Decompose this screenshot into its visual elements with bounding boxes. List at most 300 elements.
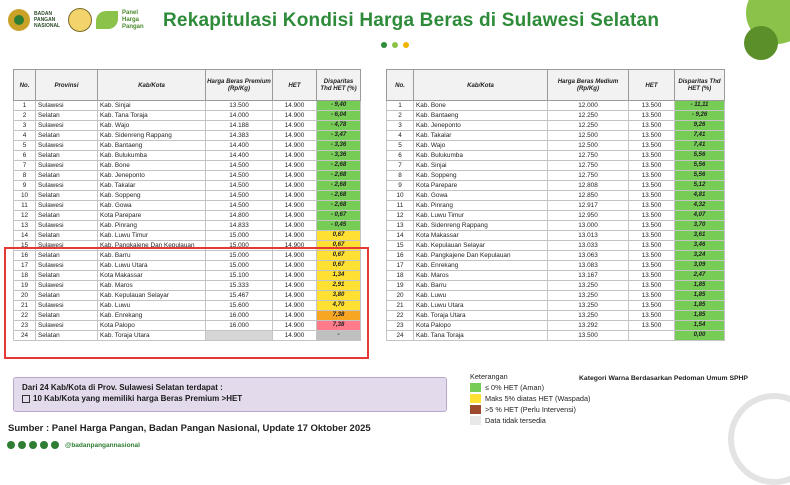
cell-het: 14.900 <box>273 301 317 311</box>
col-header-disparitas: Disparitas Thd HET (%) <box>675 70 725 101</box>
cell-disparitas: - 2,68 <box>317 201 361 211</box>
cell-het: 13.500 <box>629 281 675 291</box>
cell-no: 8 <box>14 171 36 181</box>
cell-het: 13.500 <box>629 251 675 261</box>
cell-kab-kota: Kota Palopo <box>98 321 206 331</box>
col-header-kab-kota: Kab/Kota <box>414 70 548 101</box>
cell-harga: 14.400 <box>206 141 273 151</box>
summary-line-1: Dari 24 Kab/Kota di Prov. Sulawesi Selatan terdapat : <box>22 383 223 392</box>
cell-provinsi: Selatan <box>36 291 98 301</box>
cell-disparitas: - 3,47 <box>317 131 361 141</box>
cell-no: 3 <box>14 121 36 131</box>
cell-disparitas: 3,09 <box>675 261 725 271</box>
cell-disparitas: 7,41 <box>675 141 725 151</box>
cell-no: 21 <box>14 301 36 311</box>
cell-disparitas: 1,34 <box>317 271 361 281</box>
cell-harga: 15.333 <box>206 281 273 291</box>
cell-kab-kota: Kab. Jeneponto <box>414 121 548 131</box>
cell-harga: 13.250 <box>548 301 629 311</box>
cell-harga: 12.750 <box>548 171 629 181</box>
cell-het: 14.900 <box>273 261 317 271</box>
cell-provinsi: Selatan <box>36 131 98 141</box>
cell-harga: 13.033 <box>548 241 629 251</box>
cell-het: 14.900 <box>273 281 317 291</box>
cell-disparitas: - 2,68 <box>317 171 361 181</box>
col-header-provinsi: Provinsi <box>36 70 98 101</box>
cell-disparitas: 9,26 <box>675 121 725 131</box>
cell-no: 10 <box>387 191 414 201</box>
cell-provinsi: Selatan <box>36 171 98 181</box>
cell-disparitas: - 9,40 <box>317 101 361 111</box>
cell-no: 3 <box>387 121 414 131</box>
cell-harga: 14.000 <box>206 111 273 121</box>
twitter-icon[interactable] <box>29 441 37 449</box>
cell-no: 22 <box>14 311 36 321</box>
cell-disparitas: 0,67 <box>317 261 361 271</box>
table-row <box>14 221 361 231</box>
cell-kab-kota: Kab. Luwu <box>414 291 548 301</box>
dot-icon <box>403 42 409 48</box>
cell-harga: 13.013 <box>548 231 629 241</box>
cell-harga: 12.000 <box>548 101 629 111</box>
table-header-row <box>387 70 725 101</box>
cell-harga: 14.500 <box>206 181 273 191</box>
table-row <box>14 231 361 241</box>
cell-no: 7 <box>387 161 414 171</box>
cell-harga: 14.383 <box>206 131 273 141</box>
cell-no: 17 <box>387 261 414 271</box>
cell-harga: 15.600 <box>206 301 273 311</box>
col-header-het: HET <box>629 70 675 101</box>
tiktok-icon[interactable] <box>51 441 59 449</box>
cell-het: 13.500 <box>629 111 675 121</box>
legend-item <box>470 404 590 415</box>
cell-het: 13.500 <box>629 181 675 191</box>
cell-het: 13.500 <box>629 301 675 311</box>
cell-no: 18 <box>387 271 414 281</box>
cell-harga: 13.500 <box>548 331 629 341</box>
checkbox-icon <box>22 395 30 403</box>
cell-harga: 13.000 <box>548 221 629 231</box>
cell-disparitas: 5,56 <box>675 161 725 171</box>
cell-disparitas: 1,85 <box>675 301 725 311</box>
cell-provinsi: Selatan <box>36 191 98 201</box>
cell-kab-kota: Kab. Takalar <box>414 131 548 141</box>
cell-harga: 13.500 <box>206 101 273 111</box>
cell-no: 20 <box>387 291 414 301</box>
cell-harga: 15.000 <box>206 231 273 241</box>
table-row <box>387 181 725 191</box>
cell-kab-kota: Kab. Wajo <box>414 141 548 151</box>
table-row <box>387 291 725 301</box>
cell-kab-kota: Kab. Pinrang <box>414 201 548 211</box>
corner-decoration <box>728 393 790 485</box>
cell-het: 13.500 <box>629 291 675 301</box>
cell-provinsi: Sulawesi <box>36 181 98 191</box>
table-row <box>14 171 361 181</box>
cell-kab-kota: Kab. Luwu Timur <box>414 211 548 221</box>
cell-harga: 12.500 <box>548 131 629 141</box>
cell-harga: 14.500 <box>206 171 273 181</box>
cell-kab-kota: Kota Parepare <box>98 211 206 221</box>
cell-kab-kota: Kab. Soppeng <box>98 191 206 201</box>
cell-het: 14.900 <box>273 171 317 181</box>
cell-disparitas: 0,67 <box>317 231 361 241</box>
col-header-no: No. <box>14 70 36 101</box>
cell-kab-kota: Kab. Jeneponto <box>98 171 206 181</box>
cell-kab-kota: Kab. Wajo <box>98 121 206 131</box>
cell-provinsi: Selatan <box>36 211 98 221</box>
cell-disparitas: 7,41 <box>675 131 725 141</box>
cell-kab-kota: Kab. Gowa <box>98 201 206 211</box>
cell-kab-kota: Kab. Bantaeng <box>98 141 206 151</box>
cell-kab-kota: Kab. Tana Toraja <box>98 111 206 121</box>
cell-no: 15 <box>387 241 414 251</box>
table-row <box>387 331 725 341</box>
cell-kab-kota: Kab. Pangkajene Dan Kepulauan <box>98 241 206 251</box>
legend-swatch <box>470 394 481 403</box>
cell-disparitas: 7,38 <box>317 311 361 321</box>
table-row <box>387 231 725 241</box>
cell-het: 13.500 <box>629 131 675 141</box>
cell-no: 23 <box>387 321 414 331</box>
social-handle[interactable]: @badanpangannasional <box>65 441 140 449</box>
cell-harga: 15.000 <box>206 261 273 271</box>
cell-het: 13.500 <box>629 101 675 111</box>
cell-kab-kota: Kab. Bulukumba <box>98 151 206 161</box>
cell-harga: 14.500 <box>206 191 273 201</box>
cell-harga: 16.000 <box>206 311 273 321</box>
cell-no: 13 <box>387 221 414 231</box>
panel-harga-logo-text: Panel Harga Pangan <box>122 9 144 30</box>
cell-no: 9 <box>14 181 36 191</box>
table-row <box>387 171 725 181</box>
cell-provinsi: Sulawesi <box>36 241 98 251</box>
cell-disparitas: 5,56 <box>675 151 725 161</box>
table-row <box>387 251 725 261</box>
cell-harga: 12.750 <box>548 161 629 171</box>
cell-kab-kota: Kab. Maros <box>98 281 206 291</box>
cell-het: 14.900 <box>273 191 317 201</box>
cell-no: 6 <box>14 151 36 161</box>
legend-item <box>470 393 590 404</box>
cell-het: 14.900 <box>273 251 317 261</box>
col-header-no: No. <box>387 70 414 101</box>
cell-no: 11 <box>14 201 36 211</box>
cell-provinsi: Sulawesi <box>36 221 98 231</box>
cell-no: 16 <box>14 251 36 261</box>
cell-kab-kota: Kab. Gowa <box>414 191 548 201</box>
cell-no: 4 <box>387 131 414 141</box>
table-row <box>14 101 361 111</box>
cell-no: 1 <box>14 101 36 111</box>
cell-kab-kota: Kab. Bulukumba <box>414 151 548 161</box>
cell-harga: 13.250 <box>548 311 629 321</box>
cell-het: 13.500 <box>629 161 675 171</box>
cell-het: 14.900 <box>273 181 317 191</box>
cell-het: 14.900 <box>273 221 317 231</box>
cell-harga: 12.917 <box>548 201 629 211</box>
cell-disparitas: - 0,67 <box>317 211 361 221</box>
cell-het: 13.500 <box>629 201 675 211</box>
cell-no: 1 <box>387 101 414 111</box>
cell-harga: 14.500 <box>206 161 273 171</box>
cell-kab-kota: Kab. Sinjai <box>98 101 206 111</box>
cell-no: 4 <box>14 131 36 141</box>
cell-harga: 14.400 <box>206 151 273 161</box>
table-row <box>14 131 361 141</box>
cell-no: 24 <box>387 331 414 341</box>
cell-no: 13 <box>14 221 36 231</box>
cell-het: 14.900 <box>273 211 317 221</box>
summary-note <box>13 377 447 412</box>
cell-no: 19 <box>14 281 36 291</box>
cell-disparitas: - 4,78 <box>317 121 361 131</box>
cell-kab-kota: Kab. Takalar <box>98 181 206 191</box>
cell-disparitas: 3,70 <box>675 221 725 231</box>
cell-disparitas: 4,70 <box>317 301 361 311</box>
col-header-harga: Harga Beras Medium (Rp/Kg) <box>548 70 629 101</box>
cell-het: 14.900 <box>273 201 317 211</box>
cell-no: 8 <box>387 171 414 181</box>
cell-no: 14 <box>14 231 36 241</box>
cell-provinsi: Sulawesi <box>36 201 98 211</box>
cell-harga: 12.250 <box>548 111 629 121</box>
cell-disparitas: - <box>317 331 361 341</box>
cell-kab-kota: Kab. Bone <box>414 101 548 111</box>
table-row <box>387 101 725 111</box>
cell-disparitas: 1,85 <box>675 311 725 321</box>
table-row <box>14 121 361 131</box>
cell-provinsi: Sulawesi <box>36 121 98 131</box>
legend-swatch <box>470 383 481 392</box>
cell-disparitas: 0,67 <box>317 241 361 251</box>
col-header-kab-kota: Kab/Kota <box>98 70 206 101</box>
cell-disparitas: - 3,36 <box>317 141 361 151</box>
cell-provinsi: Sulawesi <box>36 321 98 331</box>
cell-disparitas: 7,38 <box>317 321 361 331</box>
cell-provinsi: Selatan <box>36 271 98 281</box>
facebook-icon[interactable] <box>18 441 26 449</box>
cell-het: 14.900 <box>273 321 317 331</box>
cell-disparitas: 1,85 <box>675 291 725 301</box>
table-row <box>387 261 725 271</box>
cell-disparitas: 2,91 <box>317 281 361 291</box>
cell-no: 5 <box>14 141 36 151</box>
col-header-het: HET <box>273 70 317 101</box>
table-row <box>14 201 361 211</box>
cell-no: 23 <box>14 321 36 331</box>
cell-het: 14.900 <box>273 231 317 241</box>
cell-no: 19 <box>387 281 414 291</box>
cell-no: 5 <box>387 141 414 151</box>
cell-provinsi: Sulawesi <box>36 141 98 151</box>
cell-no: 17 <box>14 261 36 271</box>
medium-rice-table <box>386 69 725 341</box>
cell-kab-kota: Kab. Bone <box>98 161 206 171</box>
table-header-row <box>14 70 361 101</box>
header-logos <box>8 8 156 32</box>
cell-het: 13.500 <box>629 151 675 161</box>
cell-kab-kota: Kab. Pinrang <box>98 221 206 231</box>
legend-label: Data tidak tersedia <box>485 416 546 425</box>
dot-icon <box>381 42 387 48</box>
highlight-box <box>4 247 369 359</box>
cell-het: 14.900 <box>273 101 317 111</box>
table-row <box>387 161 725 171</box>
cell-harga: 12.750 <box>548 151 629 161</box>
cell-disparitas: - 2,68 <box>317 191 361 201</box>
cell-disparitas: - 6,04 <box>317 111 361 121</box>
cell-provinsi: Selatan <box>36 151 98 161</box>
table-row <box>387 321 725 331</box>
cell-harga: 14.188 <box>206 121 273 131</box>
cell-harga: 13.083 <box>548 261 629 271</box>
legend-label: Maks 5% diatas HET (Waspada) <box>485 394 591 403</box>
table-row <box>387 121 725 131</box>
cell-provinsi: Selatan <box>36 251 98 261</box>
panel-harga-leaf-icon <box>96 11 118 29</box>
table-row <box>387 281 725 291</box>
cell-no: 10 <box>14 191 36 201</box>
cell-kab-kota: Kab. Toraja Utara <box>98 331 206 341</box>
cell-disparitas: - 0,45 <box>317 221 361 231</box>
cell-kab-kota: Kab. Maros <box>414 271 548 281</box>
table-row <box>387 311 725 321</box>
cell-kab-kota: Kab. Soppeng <box>414 171 548 181</box>
summary-line-2-text: 10 Kab/Kota yang memiliki harga Beras Premium >HET <box>33 394 243 403</box>
cell-no: 9 <box>387 181 414 191</box>
cell-kab-kota: Kab. Sinjai <box>414 161 548 171</box>
cell-het: 13.500 <box>629 141 675 151</box>
cell-het: 13.500 <box>629 241 675 251</box>
cell-harga: 12.808 <box>548 181 629 191</box>
cell-het: 14.900 <box>273 141 317 151</box>
cell-kab-kota: Kota Palopo <box>414 321 548 331</box>
cell-kab-kota: Kab. Toraja Utara <box>414 311 548 321</box>
cell-harga: 14.833 <box>206 221 273 231</box>
legend-item <box>470 415 590 426</box>
cell-het: 14.900 <box>273 151 317 161</box>
page-title: Rekapitulasi Kondisi Harga Beras di Sulawesi Selatan <box>163 10 660 31</box>
cell-harga: 12.250 <box>548 121 629 131</box>
cell-provinsi: Sulawesi <box>36 101 98 111</box>
table-row <box>387 131 725 141</box>
cell-disparitas: 0,00 <box>675 331 725 341</box>
cell-disparitas: 0,67 <box>317 251 361 261</box>
cell-het: 13.500 <box>629 321 675 331</box>
cell-provinsi: Sulawesi <box>36 301 98 311</box>
cell-het: 13.500 <box>629 271 675 281</box>
cell-kab-kota: Kab. Sidenreng Rappang <box>98 131 206 141</box>
cell-disparitas: - 11,11 <box>675 101 725 111</box>
cell-disparitas: 1,54 <box>675 321 725 331</box>
cell-no: 14 <box>387 231 414 241</box>
cell-kab-kota: Kota Makassar <box>98 271 206 281</box>
cell-harga: 15.000 <box>206 241 273 251</box>
cell-harga: 15.467 <box>206 291 273 301</box>
cell-disparitas: 3,24 <box>675 251 725 261</box>
cell-disparitas: - 2,68 <box>317 181 361 191</box>
cell-harga: 13.167 <box>548 271 629 281</box>
bapanas-logo-text: BADAN PANGAN NASIONAL <box>34 11 61 29</box>
cell-disparitas: 4,32 <box>675 201 725 211</box>
cell-no: 2 <box>387 111 414 121</box>
cell-harga: 13.250 <box>548 281 629 291</box>
cell-het: 14.900 <box>273 311 317 321</box>
cell-harga: 15.000 <box>206 251 273 261</box>
table-row <box>387 151 725 161</box>
medium-table-body <box>387 101 725 341</box>
cell-harga: 14.500 <box>206 201 273 211</box>
table-row <box>387 111 725 121</box>
cell-het: 14.900 <box>273 121 317 131</box>
legend-label: ≤ 0% HET (Aman) <box>485 383 545 392</box>
cell-harga: 15.100 <box>206 271 273 281</box>
social-links <box>7 441 140 449</box>
cell-kab-kota: Kab. Enrekang <box>414 261 548 271</box>
cell-provinsi: Sulawesi <box>36 161 98 171</box>
cell-harga: 12.850 <box>548 191 629 201</box>
table-row <box>387 141 725 151</box>
table-row <box>14 211 361 221</box>
cell-harga: 14.800 <box>206 211 273 221</box>
cell-disparitas: - 3,36 <box>317 151 361 161</box>
cell-harga: 13.250 <box>548 291 629 301</box>
table-row <box>14 191 361 201</box>
youtube-icon[interactable] <box>40 441 48 449</box>
cell-kab-kota: Kab. Kepulauan Selayar <box>414 241 548 251</box>
legend-swatch <box>470 405 481 414</box>
source-text: Sumber : Panel Harga Pangan, Badan Pangan Nasional, Update 17 Oktober 2025 <box>8 423 371 434</box>
cell-harga: 16.000 <box>206 321 273 331</box>
cell-disparitas: 4,07 <box>675 211 725 221</box>
bapanas-logo-icon <box>8 9 30 31</box>
legend <box>470 372 590 426</box>
cell-no: 7 <box>14 161 36 171</box>
legend-swatch <box>470 416 481 425</box>
cell-het: 13.500 <box>629 211 675 221</box>
cell-provinsi: Selatan <box>36 111 98 121</box>
legend-label: >5 % HET (Perlu Intervensi) <box>485 405 576 414</box>
cell-disparitas: - 9,26 <box>675 111 725 121</box>
cell-provinsi: Sulawesi <box>36 281 98 291</box>
cell-het: 13.500 <box>629 191 675 201</box>
cell-no: 6 <box>387 151 414 161</box>
dot-icon <box>392 42 398 48</box>
cell-harga: 12.500 <box>548 141 629 151</box>
decorative-dots <box>381 42 409 48</box>
cell-kab-kota: Kota Makassar <box>414 231 548 241</box>
table-row <box>387 271 725 281</box>
cell-het: 13.500 <box>629 121 675 131</box>
cell-no: 18 <box>14 271 36 281</box>
legend-title: Keterangan <box>470 372 508 381</box>
instagram-icon[interactable] <box>7 441 15 449</box>
color-category-note: Kategori Warna Berdasarkan Pedoman Umum SPHP <box>579 375 748 382</box>
cell-no: 20 <box>14 291 36 301</box>
cell-no: 2 <box>14 111 36 121</box>
cell-disparitas: 5,56 <box>675 171 725 181</box>
cell-kab-kota: Kab. Bantaeng <box>414 111 548 121</box>
cell-disparitas: 2,47 <box>675 271 725 281</box>
cell-kab-kota: Kab. Sidenreng Rappang <box>414 221 548 231</box>
cell-disparitas: 5,12 <box>675 181 725 191</box>
cell-het: 13.500 <box>629 171 675 181</box>
government-seal-icon <box>68 8 92 32</box>
table-row <box>387 301 725 311</box>
cell-het: 14.900 <box>273 161 317 171</box>
